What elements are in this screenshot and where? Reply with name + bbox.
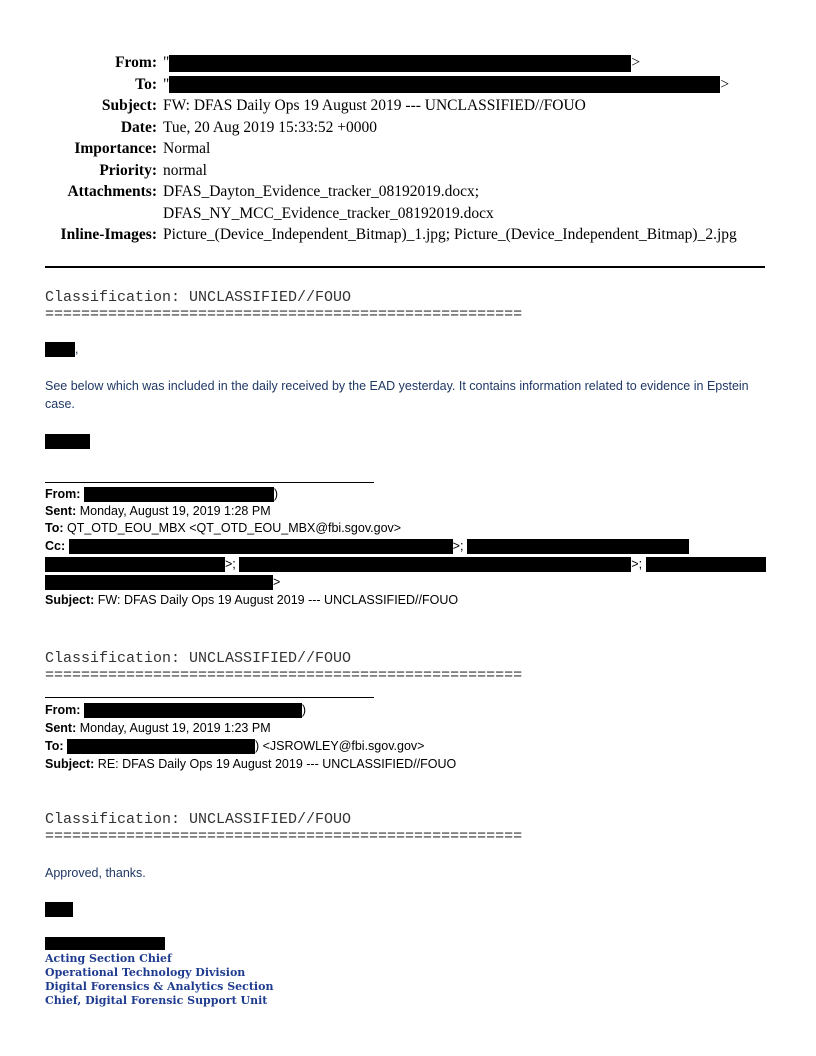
redaction-block: [45, 342, 75, 357]
header-from-label: From:: [115, 54, 157, 71]
equals-divider: =====================================================: [45, 828, 523, 845]
email-header: [0, 52, 816, 246]
signature-section: Digital Forensics & Analytics Section: [45, 980, 274, 993]
header-to-label: To:: [135, 75, 157, 93]
forward-1-subject: [45, 592, 458, 610]
message-body-1: See below which was included in the daily received by the EAD yesterday. It contains information related to evidence in Epstein case.: [45, 379, 749, 411]
redaction-block: [69, 539, 453, 554]
header-subject-value: FW: DFAS Daily Ops 19 August 2019 --- UNCLASSIFIED//FOUO: [163, 97, 586, 114]
classification-banner: Classification: UNCLASSIFIED//FOUO: [45, 650, 352, 667]
header-from-suffix: >: [631, 54, 641, 71]
signature-title: Acting Section Chief: [45, 952, 172, 965]
redaction-block: [169, 76, 720, 93]
forward-2-from-suffix: ): [301, 703, 307, 717]
header-from-row: [0, 52, 816, 74]
forward-2-subject-value: RE: DFAS Daily Ops 19 August 2019 --- UNCLASSIFIED//FOUO: [97, 757, 457, 771]
redaction-block: [84, 487, 274, 502]
forward-1-to: [45, 520, 401, 538]
forward-1-cc: [45, 538, 689, 556]
header-inline-images-value: Picture_(Device_Independent_Bitmap)_1.jpg; Picture_(Device_Independent_Bitmap)_2.jpg: [163, 226, 737, 243]
redaction-block: [169, 55, 631, 72]
cc-separator: >;: [631, 557, 643, 571]
signature-block: [45, 952, 273, 1008]
cc-separator: >;: [452, 539, 464, 553]
signature-unit: Chief, Digital Forensic Support Unit: [45, 994, 268, 1007]
forward-separator: [45, 697, 374, 698]
redaction-block: [646, 557, 766, 572]
attachment-link[interactable]: DFAS_Dayton_Evidence_tracker_08192019.docx;: [163, 183, 480, 200]
cc-separator: >;: [225, 557, 236, 571]
cc-end: >: [273, 575, 281, 589]
redaction-block: [45, 575, 273, 590]
forward-1-to-value: QT_OTD_EOU_MBX <QT_OTD_EOU_MBX@fbi.sgov.gov>: [67, 521, 402, 535]
forward-1-from-suffix: ): [273, 487, 279, 501]
equals-divider: =====================================================: [45, 306, 523, 323]
redaction-block: [45, 937, 165, 950]
header-to-suffix: >: [720, 75, 730, 93]
forward-2-sent: [45, 720, 271, 738]
forward-2-sent-value: Monday, August 19, 2019 1:23 PM: [79, 721, 271, 735]
greeting-comma: ,: [75, 342, 79, 356]
redaction-block: [467, 539, 689, 554]
header-to-row: [0, 74, 816, 96]
forward-1-cc-cont: [45, 556, 766, 574]
header-priority-value: normal: [163, 161, 207, 179]
redaction-block: [239, 557, 631, 572]
header-priority-row: [0, 160, 816, 182]
forward-2-to: [45, 738, 424, 756]
header-priority-label: Priority:: [99, 161, 157, 179]
header-attachments-row: [0, 181, 816, 224]
header-date-value: Tue, 20 Aug 2019 15:33:52 +0000: [163, 118, 377, 136]
header-to-quote: ": [163, 75, 170, 93]
header-importance-value: Normal: [163, 140, 211, 157]
forward-1-to-label: To:: [45, 521, 64, 535]
forward-2-to-suffix: ) <JSROWLEY@fbi.sgov.gov>: [255, 739, 425, 753]
forward-1-sent-value: Monday, August 19, 2019 1:28 PM: [79, 504, 271, 518]
signature-division: Operational Technology Division: [45, 966, 246, 979]
forward-1-cc-label: Cc:: [45, 539, 66, 553]
classification-banner: Classification: UNCLASSIFIED//FOUO: [45, 811, 352, 828]
forward-1-from-label: From:: [45, 487, 81, 501]
forward-1-sent-label: Sent:: [45, 504, 77, 518]
redaction-block: [67, 739, 255, 754]
redaction-block: [84, 703, 302, 718]
classification-banner: Classification: UNCLASSIFIED//FOUO: [45, 289, 352, 306]
header-date-row: [0, 117, 816, 139]
redaction-block: [45, 902, 73, 917]
header-attachments-label: Attachments:: [67, 183, 157, 200]
forward-2-from-label: From:: [45, 703, 81, 717]
header-importance-row: [0, 138, 816, 160]
forward-1-subject-value: FW: DFAS Daily Ops 19 August 2019 --- UNCLASSIFIED//FOUO: [97, 593, 459, 607]
attachment-link[interactable]: DFAS_NY_MCC_Evidence_tracker_08192019.docx: [163, 204, 494, 222]
forward-1-from: [45, 486, 278, 504]
forward-1-sent: [45, 503, 271, 521]
header-subject-row: [0, 95, 816, 117]
forward-2-from: [45, 702, 306, 720]
forward-separator: [45, 482, 374, 483]
equals-divider: =====================================================: [45, 667, 523, 684]
header-date-label: Date:: [120, 118, 157, 136]
header-subject-label: Subject:: [101, 97, 157, 114]
redaction-block: [45, 557, 225, 572]
forward-2-subject-label: Subject:: [45, 757, 95, 771]
forward-2-sent-label: Sent:: [45, 721, 77, 735]
redaction-block: [45, 434, 90, 449]
forward-2-subject: [45, 756, 456, 774]
header-from-quote: ": [163, 54, 170, 71]
header-inline-images-label: Inline-Images:: [60, 226, 157, 243]
header-inline-images-row: [0, 224, 816, 246]
header-importance-label: Importance:: [74, 140, 157, 157]
message-body-2: Approved, thanks.: [45, 866, 146, 880]
greeting: [45, 340, 78, 358]
forward-2-to-label: To:: [45, 739, 64, 753]
header-divider: [45, 266, 765, 268]
forward-1-subject-label: Subject:: [45, 593, 95, 607]
forward-1-cc-cont: [45, 574, 280, 592]
